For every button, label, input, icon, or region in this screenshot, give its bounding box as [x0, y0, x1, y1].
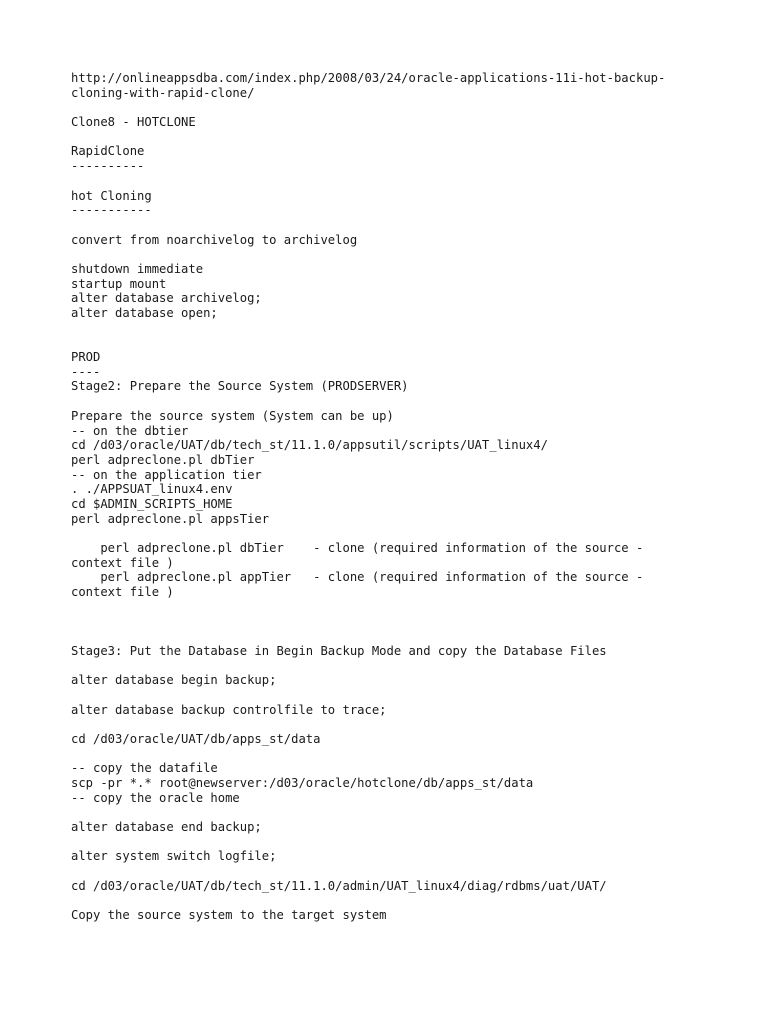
- blank-line: [71, 174, 711, 189]
- text-line: perl adpreclone.pl appsTier: [71, 511, 270, 526]
- blank-line: [71, 894, 711, 909]
- blank-line: [71, 864, 711, 879]
- text-line: ----------: [71, 159, 145, 174]
- blank-line: [71, 600, 711, 615]
- text-line: scp -pr *.* root@newserver:/d03/oracle/hotclone/db/apps_st/data: [71, 776, 534, 790]
- text-line: perl adpreclone.pl dbTier: [71, 452, 255, 467]
- text-line: ----: [71, 364, 101, 379]
- text-line: -- copy the oracle home: [71, 790, 240, 805]
- text-line: startup mount: [71, 276, 167, 291]
- blank-line: [71, 805, 711, 820]
- text-line: cd /d03/oracle/UAT/db/apps_st/data: [71, 731, 321, 746]
- text-line: context file ): [71, 555, 174, 570]
- blank-line: [71, 688, 711, 703]
- blank-line: [71, 614, 711, 629]
- blank-line: [71, 747, 711, 762]
- text-line: Prepare the source system (System can be up): [71, 408, 394, 423]
- blank-line: [71, 394, 711, 409]
- text-line: -- on the dbtier: [71, 423, 189, 438]
- blank-line: [71, 218, 711, 233]
- text-line: alter database open;: [71, 306, 218, 320]
- text-line: Stage2: Prepare the Source System (PRODSERVER): [71, 379, 409, 394]
- blank-line: [71, 130, 711, 145]
- blank-line: [71, 526, 711, 541]
- text-line: RapidClone: [71, 144, 145, 159]
- text-line: perl adpreclone.pl dbTier - clone (required information of the source -: [71, 541, 644, 555]
- blank-line: [71, 321, 711, 336]
- text-line: hot Cloning: [71, 188, 152, 203]
- blank-line: [71, 717, 711, 732]
- text-line: shutdown immediate: [71, 261, 204, 276]
- text-line: perl adpreclone.pl appTier - clone (required information of the source -: [71, 570, 644, 585]
- blank-line: [71, 835, 711, 850]
- text-line: Clone8 - HOTCLONE: [71, 115, 196, 130]
- blank-line: [71, 629, 711, 644]
- blank-line: [71, 100, 711, 115]
- blank-line: [71, 659, 711, 674]
- text-line: Copy the source system to the target system: [71, 908, 387, 923]
- text-line: -----------: [71, 203, 152, 218]
- text-line: alter database backup controlfile to trace;: [71, 702, 387, 717]
- document-body: [71, 71, 711, 923]
- blank-line: [71, 247, 711, 262]
- text-line: cd /d03/oracle/UAT/db/tech_st/11.1.0/appsutil/scripts/UAT_linux4/: [71, 438, 548, 453]
- text-line: convert from noarchivelog to archivelog: [71, 232, 358, 247]
- text-line: http://onlineappsdba.com/index.php/2008/03/24/oracle-applications-11i-hot-backup-: [71, 71, 666, 85]
- text-line: Stage3: Put the Database in Begin Backup Mode and copy the Database Files: [71, 643, 607, 658]
- text-line: alter database end backup;: [71, 820, 262, 835]
- text-line: PROD: [71, 350, 101, 365]
- text-line: -- on the application tier: [71, 467, 262, 482]
- text-line: cloning-with-rapid-clone/: [71, 85, 255, 100]
- blank-line: [71, 335, 711, 350]
- text-line: cd $ADMIN_SCRIPTS_HOME: [71, 496, 233, 511]
- text-line: cd /d03/oracle/UAT/db/tech_st/11.1.0/admin/UAT_linux4/diag/rdbms/uat/UAT/: [71, 878, 607, 893]
- text-line: alter database archivelog;: [71, 291, 262, 306]
- text-line: -- copy the datafile: [71, 761, 218, 776]
- text-line: alter database begin backup;: [71, 673, 277, 688]
- text-line: alter system switch logfile;: [71, 849, 277, 864]
- text-line: . ./APPSUAT_linux4.env: [71, 482, 233, 497]
- text-line: context file ): [71, 585, 174, 600]
